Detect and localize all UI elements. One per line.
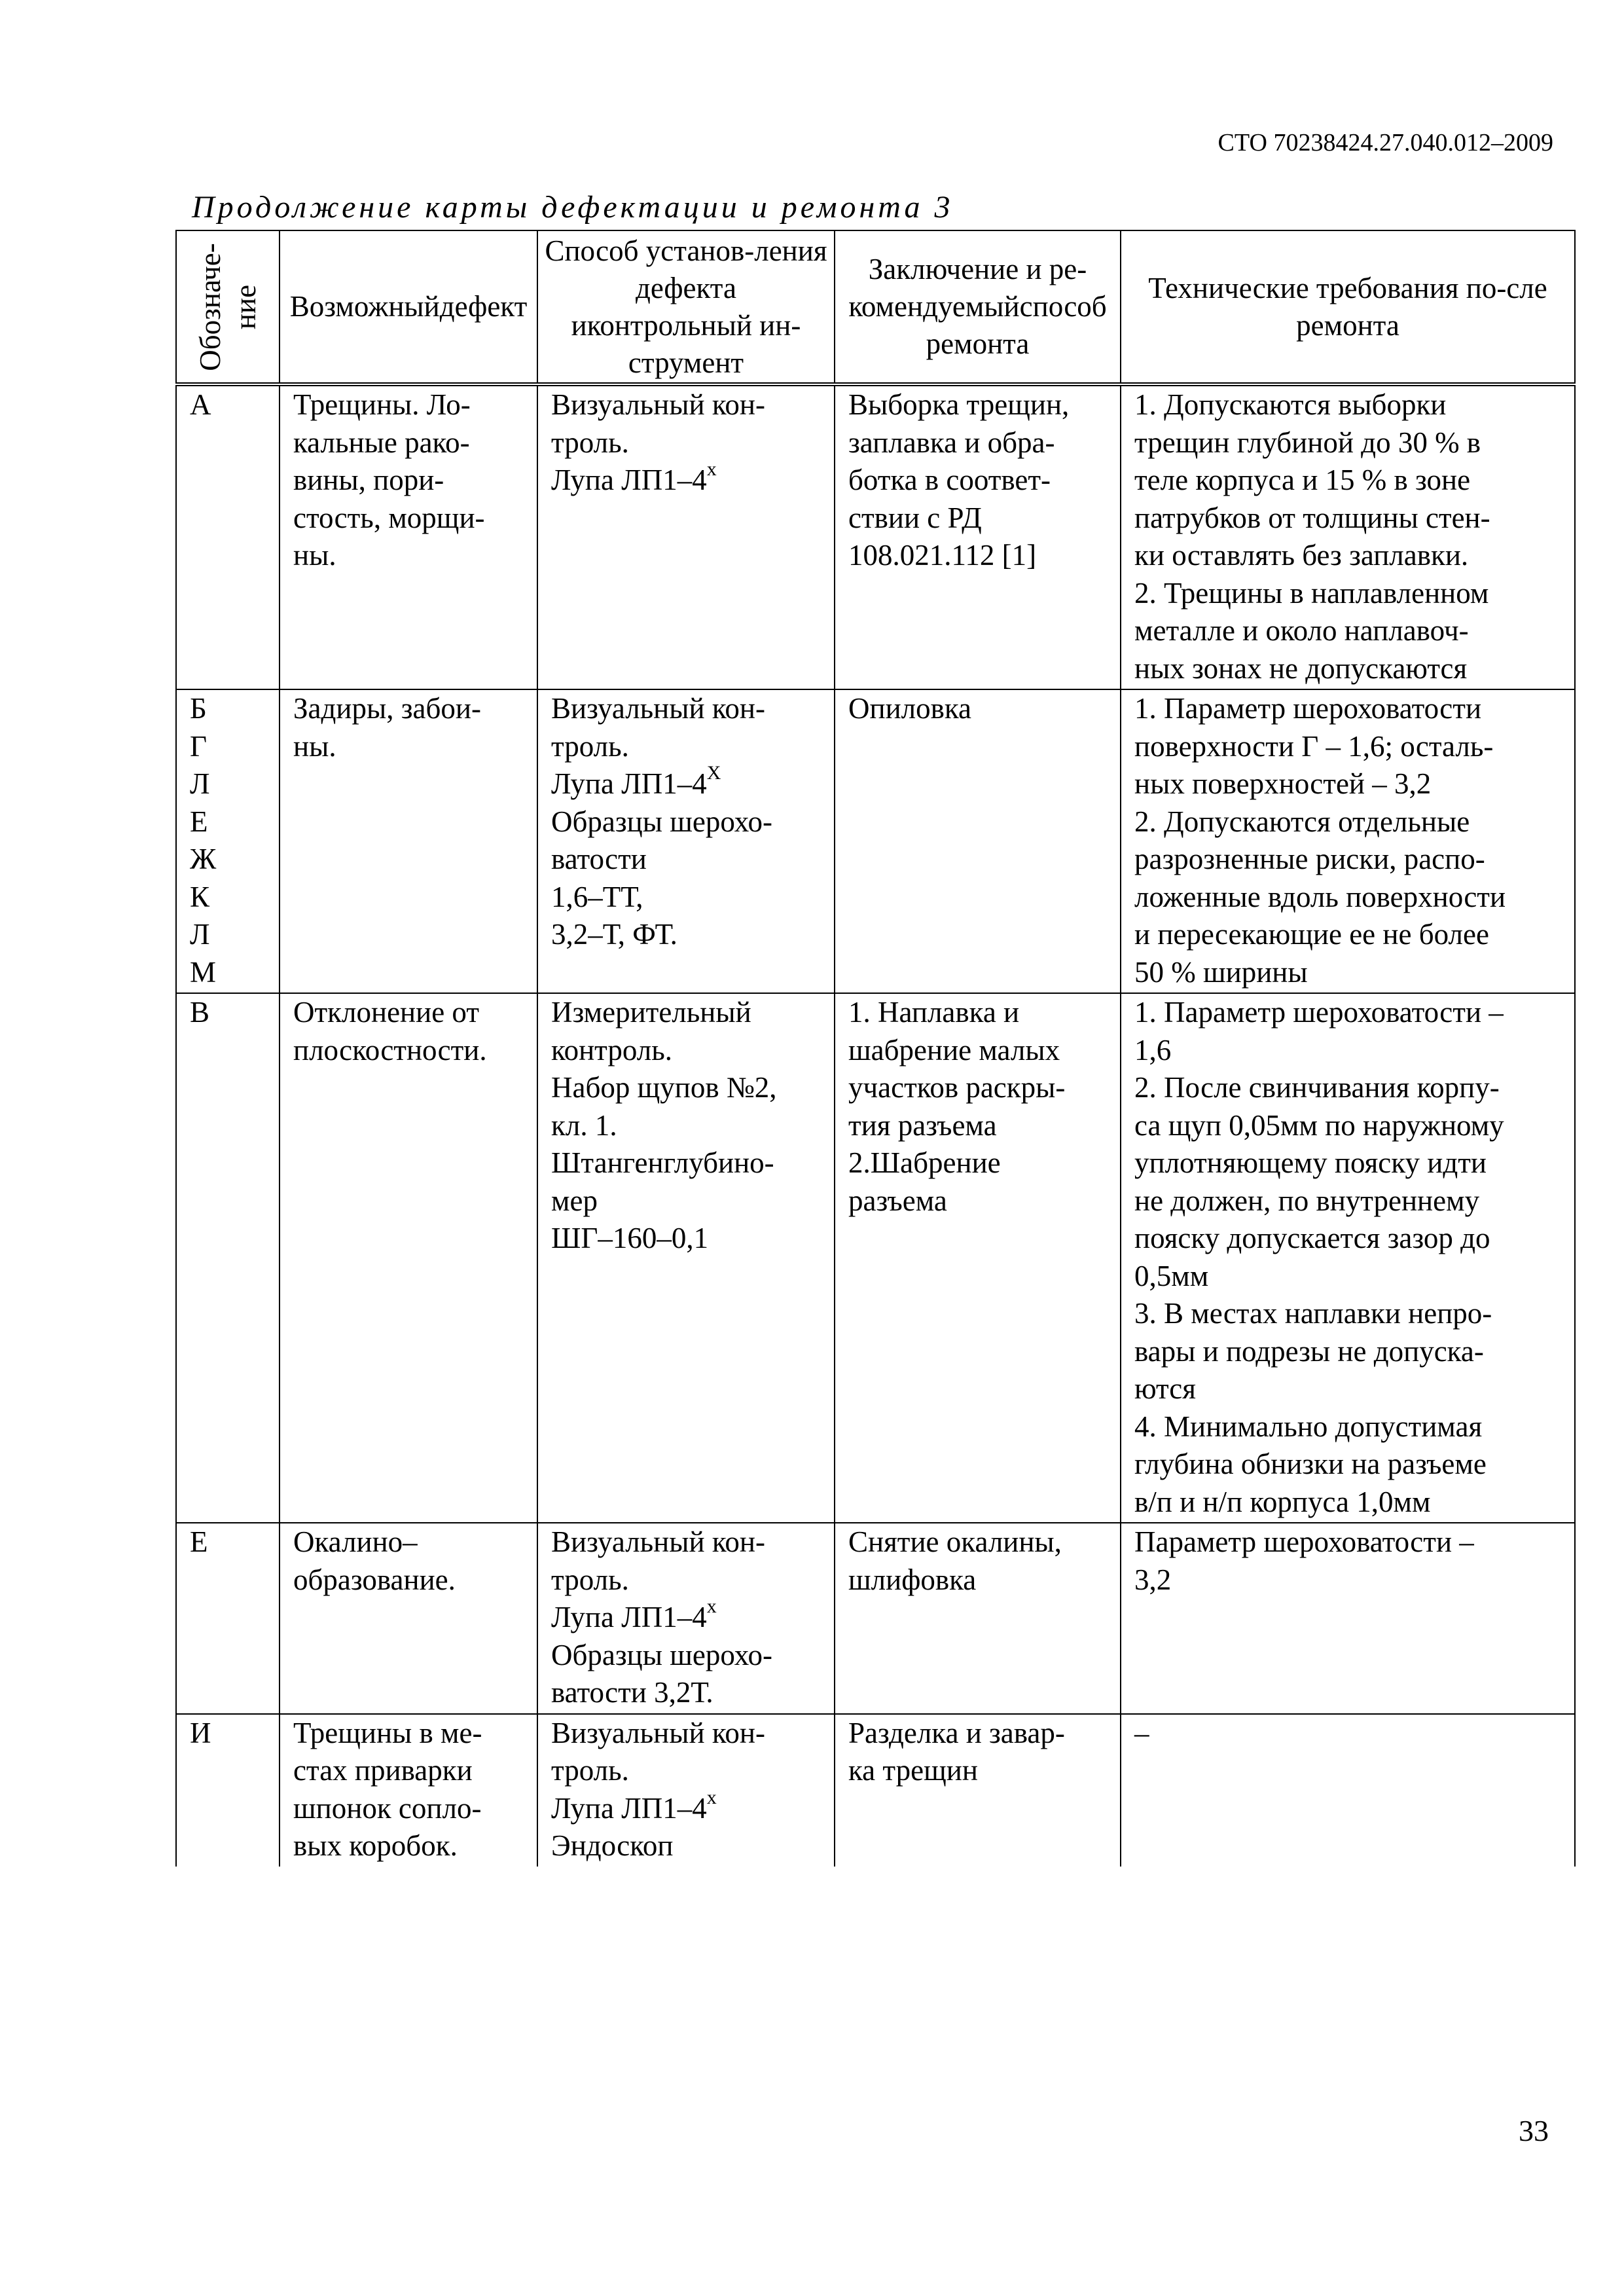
text-line: Е — [190, 1525, 208, 1558]
text-line: 1. Параметр шероховатости — [1134, 692, 1482, 725]
text-line: 3,2–Т, ФТ. — [551, 918, 677, 951]
text-line: ложенные вдоль поверхности — [1134, 880, 1506, 913]
superscript: х — [706, 1786, 717, 1808]
column-header-possible-defect — [280, 230, 537, 384]
text-line: ШГ–160–0,1 — [551, 1222, 709, 1254]
text-line: К — [190, 880, 210, 913]
text-line: 3. В местах наплавки непро- — [1134, 1297, 1492, 1330]
cell-conclusion — [835, 993, 1121, 1523]
text-line: патрубков от толщины стен- — [1134, 501, 1490, 534]
text-line: Визуальный кон- — [551, 1525, 765, 1558]
text-line: 1,6 — [1134, 1033, 1172, 1066]
text-line: са щуп 0,05мм по наружному — [1134, 1108, 1504, 1142]
text-line: ных поверхностей – 3,2 — [1134, 767, 1432, 800]
cell-designation — [176, 993, 280, 1523]
text-line: Л — [190, 767, 210, 800]
text-line: Б — [190, 692, 207, 725]
text-line: ватости 3,2Т. — [551, 1676, 713, 1709]
text-line: кальные рако- — [293, 426, 470, 459]
column-header-designation — [176, 230, 280, 384]
method-text — [551, 1523, 826, 1637]
text-line: не должен, по внутреннему — [1134, 1184, 1480, 1217]
text-line: сле ремонта — [1296, 271, 1547, 342]
text-line: шпонок сопло- — [293, 1791, 482, 1825]
text-line: Измерительный — [551, 996, 751, 1029]
cell-method — [537, 384, 835, 689]
text-line: 3,2 — [1134, 1563, 1172, 1596]
text-line: ботка в соответ- — [848, 464, 1051, 496]
cell-requirements — [1121, 1523, 1575, 1714]
text-line: Заключение и ре- — [868, 253, 1087, 285]
text-line: Лупа $ЛП1-4^х$ — [551, 1786, 717, 1825]
text-line: Л — [190, 918, 210, 951]
text-line: стах приварки — [293, 1754, 473, 1787]
text-line: И — [190, 1716, 211, 1749]
method-text — [551, 690, 826, 803]
text-line: троль. — [551, 729, 629, 763]
superscript: Х — [706, 762, 721, 784]
table-header-row — [176, 230, 1575, 384]
text-line: Лупа $ЛП1-4^х$ — [551, 458, 717, 496]
text-line: 2. Трещины в наплавленном — [1134, 576, 1489, 610]
text-line: в/п и н/п корпуса 1,0мм — [1134, 1485, 1431, 1518]
text-line: М — [190, 955, 217, 989]
text-line: трещин глубиной до 30 % в — [1134, 426, 1481, 459]
text-line: 0,5мм — [1134, 1259, 1209, 1292]
cell-conclusion — [835, 1714, 1121, 1867]
text-line: Обозначе- — [194, 242, 226, 371]
table-row — [176, 1714, 1575, 1867]
cell-defect — [280, 993, 537, 1523]
text-line: ствии с РД — [848, 501, 982, 534]
text-line: поверхности Г – 1,6; осталь- — [1134, 729, 1494, 763]
text-line: способ ремонта — [926, 290, 1107, 360]
text-line: Эндоскоп — [551, 1829, 674, 1862]
text-line: Образцы шерохо- — [551, 1638, 772, 1671]
text-line: пояску допускается зазор до — [1134, 1222, 1490, 1254]
superscript: х — [706, 1595, 717, 1617]
text-line: уплотняющему пояску идти — [1134, 1146, 1487, 1179]
text-line: ки оставлять без заплавки. — [1134, 539, 1469, 572]
cell-defect — [280, 384, 537, 689]
cell-defect — [280, 689, 537, 993]
text-line: 108.021.112 [1] — [848, 539, 1037, 572]
text-line: стость, морщи- — [293, 501, 485, 534]
text-line: Ж — [190, 843, 217, 875]
column-header-designation-text — [192, 243, 263, 371]
text-line: мер — [551, 1184, 598, 1217]
defect-repair-table — [175, 230, 1576, 1867]
text-line: ны. — [293, 539, 336, 572]
text-line: разъема — [848, 1184, 947, 1217]
cell-conclusion — [835, 689, 1121, 993]
cell-method — [537, 1714, 835, 1867]
method-text-continued — [551, 803, 826, 954]
text-line: Трещины в ме- — [293, 1716, 482, 1749]
text-line: ются — [1134, 1372, 1196, 1405]
cell-method — [537, 993, 835, 1523]
text-line: глубина обнизки на разъеме — [1134, 1448, 1487, 1480]
text-line: 1,6–ТТ, — [551, 880, 643, 913]
text-line: разрозненные риски, распо- — [1134, 843, 1485, 875]
text-line: вых коробок. — [293, 1829, 458, 1862]
text-line: металле и около наплавоч- — [1134, 614, 1469, 647]
text-line: Разделка и завар- — [848, 1716, 1065, 1749]
text-line: вары и подрезы не допуска- — [1134, 1334, 1484, 1368]
cell-designation — [176, 1523, 280, 1714]
text-line: 1. Допускаются выборки — [1134, 388, 1447, 421]
text-line: образование. — [293, 1563, 456, 1596]
text-line: ка трещин — [848, 1754, 978, 1787]
cell-requirements — [1121, 689, 1575, 993]
text-line: контроль. — [551, 1033, 673, 1066]
text-line: троль. — [551, 426, 629, 459]
cell-designation — [176, 384, 280, 689]
cell-designation — [176, 689, 280, 993]
text-line: дефект — [439, 290, 528, 323]
cell-conclusion — [835, 1523, 1121, 1714]
table-row — [176, 689, 1575, 993]
table-caption: Продолжение карты дефектации и ремонта 3 — [192, 190, 954, 225]
cell-requirements — [1121, 1714, 1575, 1867]
column-header-detection-method — [537, 230, 835, 384]
text-line: Опиловка — [848, 692, 972, 725]
document-code: СТО 70238424.27.040.012–2009 — [1218, 129, 1553, 156]
text-line: контрольный ин- — [586, 308, 801, 342]
text-line: Визуальный кон- — [551, 692, 765, 725]
text-line: Отклонение от — [293, 996, 479, 1029]
text-line: Возможный — [289, 290, 440, 323]
cell-defect — [280, 1523, 537, 1714]
text-line: Трещины. Ло- — [293, 388, 471, 421]
text-line: Г — [190, 729, 208, 763]
text-line: – — [1134, 1716, 1149, 1749]
text-line: Снятие окалины, — [848, 1525, 1062, 1558]
text-line: шабрение малых — [848, 1033, 1060, 1066]
page-number: 33 — [1519, 2114, 1549, 2147]
text-line: Визуальный кон- — [551, 388, 765, 421]
table-row — [176, 384, 1575, 689]
text-line: 4. Минимально допустимая — [1134, 1410, 1483, 1443]
text-line: Параметр шероховатости – — [1134, 1525, 1474, 1558]
text-line: комендуемый — [848, 290, 1020, 323]
text-line: ления дефекта и — [571, 234, 827, 342]
table-row — [176, 1523, 1575, 1714]
text-line: шлифовка — [848, 1563, 977, 1596]
text-line: В — [190, 996, 210, 1029]
text-line: Окалино– — [293, 1525, 418, 1558]
text-line: кл. 1. — [551, 1108, 617, 1142]
text-line: заплавка и обра- — [848, 426, 1055, 459]
method-text — [551, 1715, 826, 1828]
text-line: ных зонах не допускаются — [1134, 651, 1468, 685]
cell-conclusion — [835, 384, 1121, 689]
text-line: Образцы шерохо- — [551, 805, 772, 838]
text-line: струмент — [628, 346, 744, 379]
text-line: Лупа $ЛП1-4^х$ — [551, 1595, 717, 1633]
text-line: 1. Параметр шероховатости – — [1134, 996, 1504, 1029]
text-line: участков раскры- — [848, 1071, 1066, 1104]
text-line: Выборка трещин, — [848, 388, 1070, 421]
cell-requirements — [1121, 384, 1575, 689]
text-line: 50 % ширины — [1134, 955, 1308, 989]
text-line: Визуальный кон- — [551, 1716, 765, 1749]
text-line: троль. — [551, 1754, 629, 1787]
method-text-continued — [551, 1827, 826, 1865]
cell-method — [537, 1523, 835, 1714]
column-header-conclusion — [835, 230, 1121, 384]
text-line: Штангенглубино- — [551, 1146, 774, 1179]
text-line: 2. Допускаются отдельные — [1134, 805, 1470, 838]
text-line: вины, пори- — [293, 464, 444, 496]
text-line: Е — [190, 805, 208, 838]
text-line: ние — [229, 284, 262, 329]
superscript: х — [706, 458, 717, 480]
text-line: Задиры, забои- — [293, 692, 481, 725]
text-line: Технические требования по- — [1148, 271, 1507, 304]
text-line: А — [190, 388, 211, 421]
text-line: и пересекающие ее не более — [1134, 918, 1489, 951]
method-text-continued — [551, 1637, 826, 1712]
table-row — [176, 993, 1575, 1523]
text-line: троль. — [551, 1563, 629, 1596]
method-text — [551, 386, 826, 500]
text-line: Набор щупов №2, — [551, 1071, 777, 1104]
cell-method — [537, 689, 835, 993]
cell-designation — [176, 1714, 280, 1867]
text-line: 2. После свинчивания корпу- — [1134, 1071, 1500, 1104]
text-line: Способ установ- — [545, 234, 755, 267]
text-line: ны. — [293, 729, 336, 763]
cell-defect — [280, 1714, 537, 1867]
text-line: плоскостности. — [293, 1033, 487, 1066]
text-line: тия разъема — [848, 1108, 997, 1142]
cell-requirements — [1121, 993, 1575, 1523]
text-line: 2.Шабрение — [848, 1146, 1001, 1179]
text-line: ватости — [551, 843, 647, 875]
text-line: Лупа $ЛП1-4^Х$ — [551, 762, 721, 800]
text-line: теле корпуса и 15 % в зоне — [1134, 464, 1471, 496]
text-line: 1. Наплавка и — [848, 996, 1020, 1029]
column-header-requirements — [1121, 230, 1575, 384]
